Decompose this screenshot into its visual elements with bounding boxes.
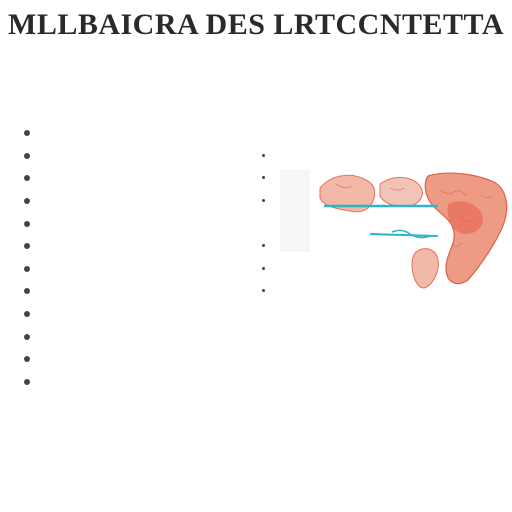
continent-shape xyxy=(380,177,422,206)
footnote-paragraph xyxy=(40,400,510,480)
bullet-icon xyxy=(24,334,30,340)
bullet-icon xyxy=(262,176,265,179)
list-item xyxy=(24,303,284,326)
bullet-icon xyxy=(24,221,30,227)
left-bullet-list xyxy=(24,122,284,393)
list-item xyxy=(24,348,284,371)
list-item xyxy=(24,167,284,190)
list-item xyxy=(24,325,284,348)
list-item xyxy=(24,190,284,213)
list-item xyxy=(24,212,284,235)
bullet-icon xyxy=(24,130,30,136)
bullet-icon xyxy=(24,243,30,249)
bullet-icon xyxy=(24,356,30,362)
list-item xyxy=(24,280,284,303)
bullet-icon xyxy=(24,266,30,272)
bullet-icon xyxy=(24,153,30,159)
bullet-icon xyxy=(262,267,265,270)
list-item xyxy=(262,144,412,167)
highlighted-list-item xyxy=(24,371,284,394)
list-item xyxy=(24,258,284,281)
bullet-icon xyxy=(24,379,30,385)
intro-paragraph xyxy=(4,44,510,120)
list-item xyxy=(24,145,284,168)
bullet-icon xyxy=(24,288,30,294)
bullet-icon xyxy=(262,199,265,202)
page-title: MLLBAICRA DES LRTCCNTETTA xyxy=(8,8,504,41)
bullet-icon xyxy=(262,244,265,247)
bullet-icon xyxy=(262,289,265,292)
list-item xyxy=(24,235,284,258)
map-svg xyxy=(280,170,512,290)
list-item xyxy=(24,122,284,145)
bullet-icon xyxy=(24,198,30,204)
bullet-icon xyxy=(24,175,30,181)
bullet-icon xyxy=(262,154,265,157)
map-side-panel xyxy=(280,170,310,252)
bullet-icon xyxy=(24,311,30,317)
world-map-illustration xyxy=(280,170,512,290)
